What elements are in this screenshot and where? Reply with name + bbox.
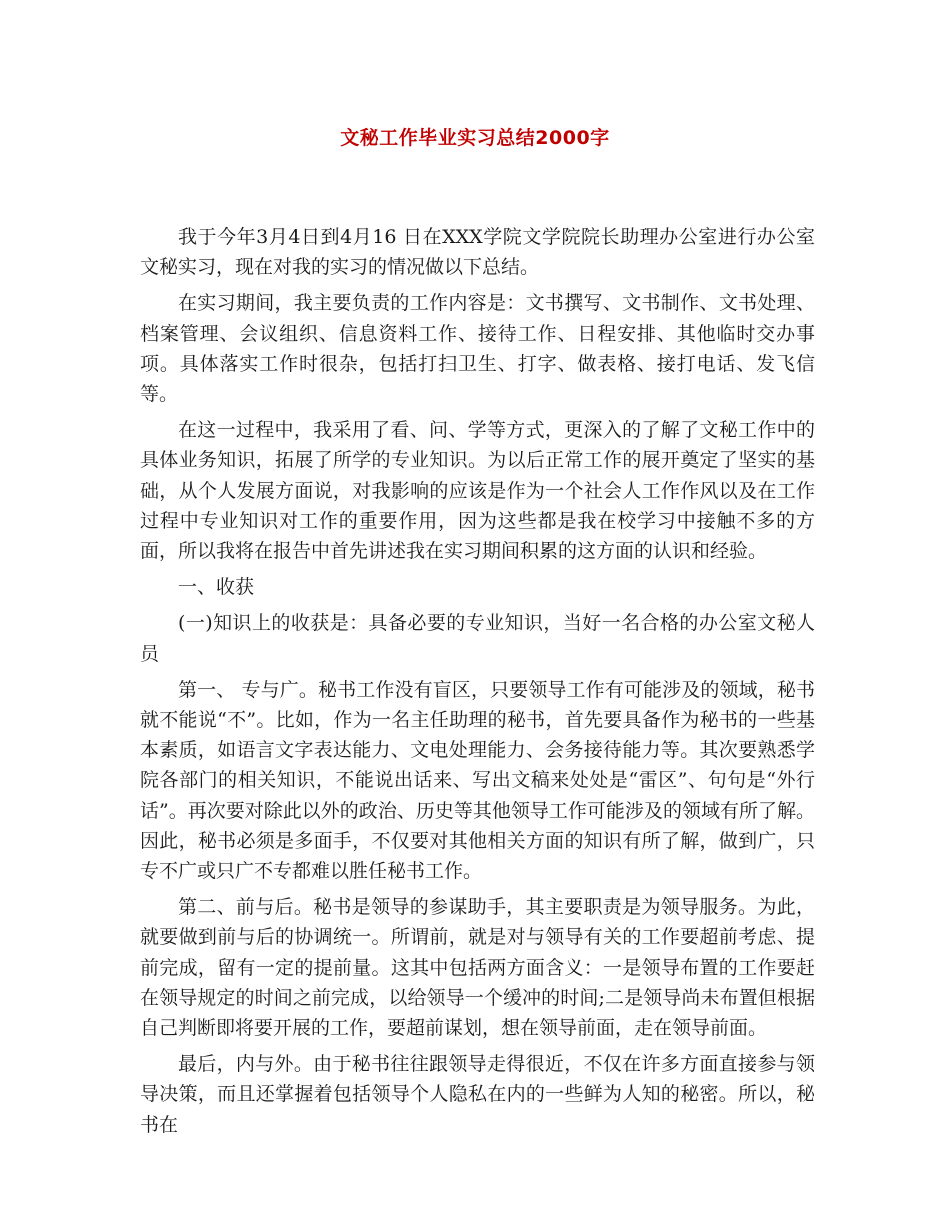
document-body	[140, 222, 815, 1140]
paragraph-second: 第二、前与后。秘书是领导的参谋助手，其主要职责是为领导服务。为此，就要做到前与后的协调统一。所谓前，就是对与领导有关的工作要超前考虑、提前完成，留有一定的提前量。这其中包括两方面含义：一是领导布置的工作要赶在领导规定的时间之前完成，以给领导一个缓冲的时间;二是领导尚未布置但根据自己判断即将要开展的工作，要超前谋划，想在领导前面，走在领导前面。	[140, 896, 815, 1040]
paragraph-duties: 在实习期间，我主要负责的工作内容是：文书撰写、文书制作、文书处理、档案管理、会议组织、信息资料工作、接待工作、日程安排、其他临时交办事项。具体落实工作时很杂，包括打扫卫生、打字、做表格、接打电话、发飞信等。	[140, 292, 815, 406]
section-heading-gains: 一、收获	[178, 576, 255, 599]
document-title: 文秘工作毕业实习总结2000字	[340, 127, 610, 149]
subsection-heading-knowledge: (一)知识上的收获是：具备必要的专业知识，当好一名合格的办公室文秘人员	[140, 612, 815, 665]
paragraph-last: 最后，内与外。由于秘书往往跟领导走得很近，不仅在许多方面直接参与领导决策，而且还掌握着包括领导个人隐私在内的一些鲜为人知的秘密。所以，秘书在	[140, 1053, 815, 1136]
paragraph-intro: 我于今年3月4日到4月16 日在XXX学院文学院院长助理办公室进行办公室文秘实习，现在对我的实习的情况做以下总结。	[140, 226, 815, 279]
paragraph-process: 在这一过程中，我采用了看、问、学等方式，更深入的了解了文秘工作中的具体业务知识，拓展了所学的专业知识。为以后正常工作的展开奠定了坚实的基础，从个人发展方面说，对我影响的应该是作为一个社会人工作作风以及在工作过程中专业知识对工作的重要作用，因为这些都是我在校学习中接触不多的方面，所以我将在报告中首先讲述我在实习期间积累的这方面的认识和经验。	[140, 419, 815, 563]
paragraph-first: 第一、 专与广。秘书工作没有盲区，只要领导工作有可能涉及的领域，秘书就不能说“不”。比如，作为一名主任助理的秘书，首先要具备作为秘书的一些基本素质，如语言文字表达能力、文电处理能力、会务接待能力等。其次要熟悉学院各部门的相关知识，不能说出话来、写出文稿来处处是“雷区”、句句是“外行话”。再次要对除此以外的政治、历史等其他领导工作可能涉及的领域有所了解。因此，秘书必须是多面手，不仅要对其他相关方面的知识有所了解，做到广，只专不广或只广不专都难以胜任秘书工作。	[140, 678, 815, 883]
